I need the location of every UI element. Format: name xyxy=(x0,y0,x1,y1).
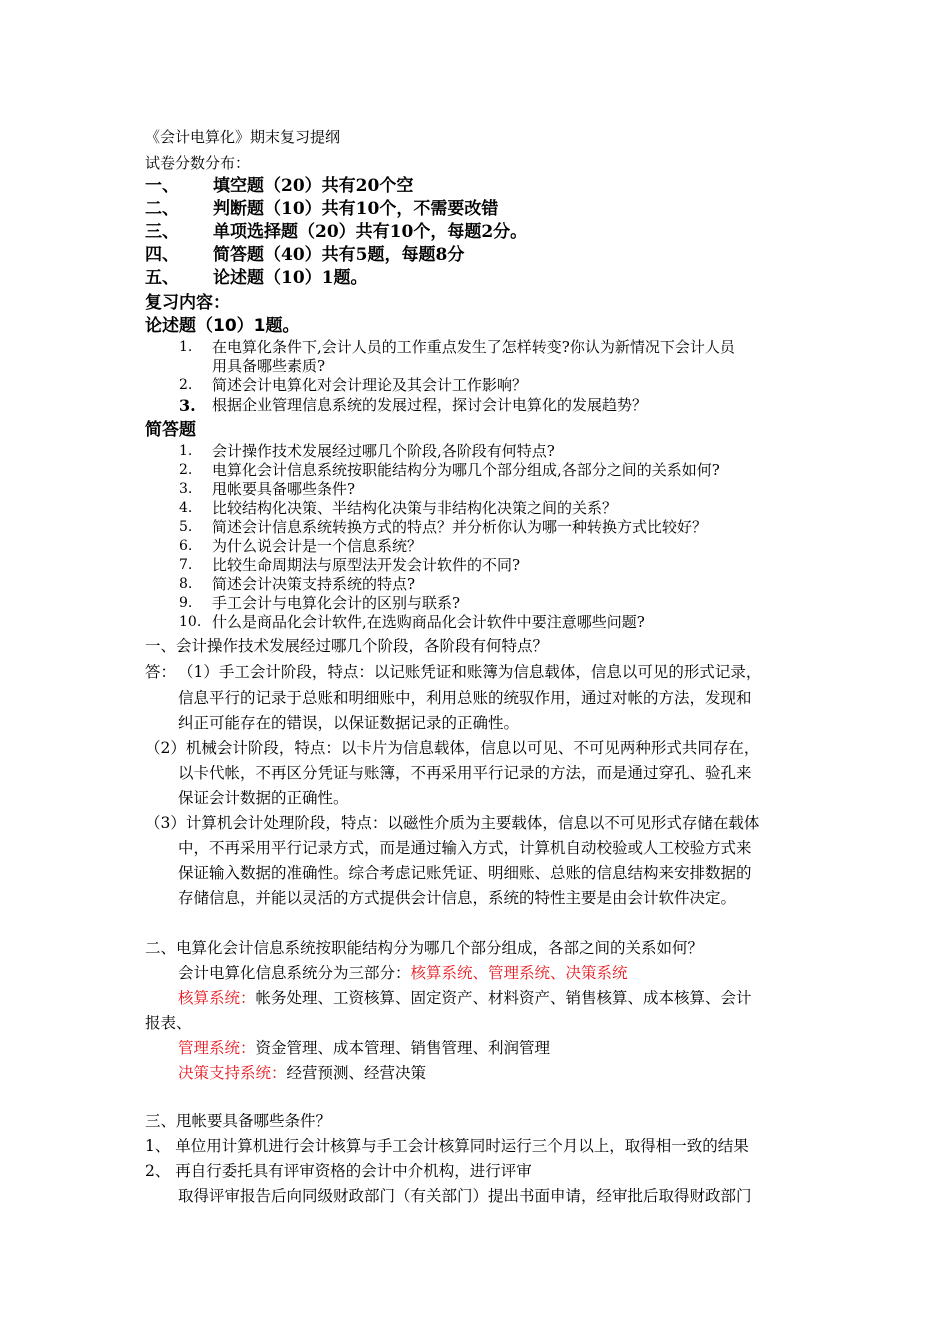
doc-title: 《会计电算化》期末复习提纲 xyxy=(145,128,341,146)
exam-part-1: 一、 填空题（20）共有20个空 xyxy=(145,176,414,196)
essay-item-num: 1. xyxy=(179,339,193,355)
q1-answer-line: 保证输入数据的准确性。综合考虑记账凭证、明细账、总账的信息结构来安排数据的 xyxy=(178,864,752,882)
q1-answer-line: 中，不再采用平行记录方式，而是通过输入方式，计算机自动校验或人工校验方式来 xyxy=(178,839,752,857)
exam-part-2: 二、 判断题（10）共有10个，不需要改错 xyxy=(145,199,499,219)
exam-part-3: 三、 单项选择题（20）共有10个，每题2分。 xyxy=(145,222,528,242)
short-item-num: 5. xyxy=(179,519,193,535)
q1-answer-line: （1）手工会计阶段，特点：以记账凭证和账簿为信息载体，信息以可见的形式记录， xyxy=(178,663,762,681)
exam-part-5: 五、 论述题（10）1题。 xyxy=(145,268,368,288)
short-item-num: 8. xyxy=(179,576,193,592)
essay-item-num: 3. xyxy=(179,396,196,415)
short-item-num: 10. xyxy=(179,614,202,630)
essay-item-text: 根据企业管理信息系统的发展过程，探讨会计电算化的发展趋势？ xyxy=(212,396,648,414)
short-item-num: 4. xyxy=(179,500,193,516)
essay-item-num: 2. xyxy=(179,377,193,393)
q2-accounting-system: 核算系统：帐务处理、工资核算、固定资产、材料资产、销售核算、成本核算、会计 xyxy=(178,989,752,1007)
short-item-text: 比较生命周期法与原型法开发会计软件的不同? xyxy=(212,556,521,574)
q3-question: 三、甩帐要具备哪些条件？ xyxy=(145,1112,332,1130)
q1-answer-line: （3）计算机会计处理阶段，特点：以磁性介质为主要载体，信息以不可见形式存储在载体 xyxy=(145,814,760,832)
essay-item-text: 简述会计电算化对会计理论及其会计工作影响？ xyxy=(212,376,528,394)
q1-answer-line: （2）机械会计阶段，特点：以卡片为信息载体，信息以可见、不可见两种形式共同存在， xyxy=(145,739,760,757)
exam-part-4: 四、 简答题（40）共有5题，每题8分 xyxy=(145,245,465,265)
short-item-text: 什么是商品化会计软件,在选购商品化会计软件中要注意哪些问题? xyxy=(212,613,645,631)
short-item-text: 甩帐要具备哪些条件? xyxy=(212,480,356,498)
q2-decision-system: 决策支持系统：经营预测、经营决策 xyxy=(178,1064,427,1082)
q2-management-system: 管理系统：资金管理、成本管理、销售管理、利润管理 xyxy=(178,1039,551,1057)
short-item-num: 1. xyxy=(179,443,193,459)
short-answer-heading: 简答题 xyxy=(145,420,196,440)
short-item-text: 简述会计决策支持系统的特点? xyxy=(212,575,416,593)
q1-answer-line: 保证会计数据的正确性。 xyxy=(178,789,349,807)
short-item-text: 简述会计信息系统转换方式的特点？并分析你认为哪一种转换方式比较好？ xyxy=(212,518,708,536)
essay-heading: 论述题（10）1题。 xyxy=(145,316,300,336)
q2-intro-highlight: 核算系统、管理系统、决策系统 xyxy=(410,964,628,982)
short-item-num: 3. xyxy=(179,481,193,497)
q1-question: 一、会计操作技术发展经过哪几个阶段，各阶段有何特点？ xyxy=(145,637,549,655)
score-distribution-label: 试卷分数分布： xyxy=(145,154,251,172)
q1-answer-line: 纠正可能存在的错误，以保证数据记录的正确性。 xyxy=(178,714,520,732)
review-heading: 复习内容： xyxy=(145,293,230,313)
q3-condition-1: 1、 单位用计算机进行会计核算与手工会计核算同时运行三个月以上，取得相一致的结果 xyxy=(145,1137,749,1155)
q1-answer-line: 存储信息，并能以灵活的方式提供会计信息，系统的特性主要是由会计软件决定。 xyxy=(178,889,737,907)
short-item-text: 比较结构化决策、半结构化决策与非结构化决策之间的关系？ xyxy=(212,499,618,517)
short-item-text: 会计操作技术发展经过哪几个阶段,各阶段有何特点? xyxy=(212,442,555,460)
short-item-text: 手工会计与电算化会计的区别与联系? xyxy=(212,594,461,612)
q2-intro: 会计电算化信息系统分为三部分：核算系统、管理系统、决策系统 xyxy=(178,964,628,982)
q2-question: 二、电算化会计信息系统按职能结构分为哪几个部分组成，各部之间的关系如何？ xyxy=(145,939,704,957)
short-item-text: 电算化会计信息系统按职能结构分为哪几个部分组成,各部分之间的关系如何? xyxy=(212,461,720,479)
q1-answer-line: 以卡代帐，不再区分凭证与账簿，不再采用平行记录的方法，而是通过穿孔、验孔来 xyxy=(178,764,752,782)
essay-item-text: 在电算化条件下,会计人员的工作重点发生了怎样转变?你认为新情况下会计人员 xyxy=(212,338,735,356)
short-item-num: 6. xyxy=(179,538,193,554)
q1-answer-line: 信息平行的记录于总账和明细账中，利用总账的统驭作用，通过对帐的方法，发现和 xyxy=(178,689,752,707)
short-item-num: 2. xyxy=(179,462,193,478)
short-item-num: 7. xyxy=(179,557,193,573)
short-item-text: 为什么说会计是一个信息系统？ xyxy=(212,537,423,555)
short-item-num: 9. xyxy=(179,595,193,611)
q1-answer-prefix: 答： xyxy=(145,663,177,681)
q2-accounting-system-cont: 报表、 xyxy=(145,1014,192,1032)
q3-condition-3: 取得评审报告后向同级财政部门（有关部门）提出书面申请，经审批后取得财政部门 xyxy=(178,1187,752,1205)
q3-condition-2: 2、 再自行委托具有评审资格的会计中介机构，进行评审 xyxy=(145,1162,532,1180)
essay-item-text-cont: 用具备哪些素质? xyxy=(212,357,326,375)
